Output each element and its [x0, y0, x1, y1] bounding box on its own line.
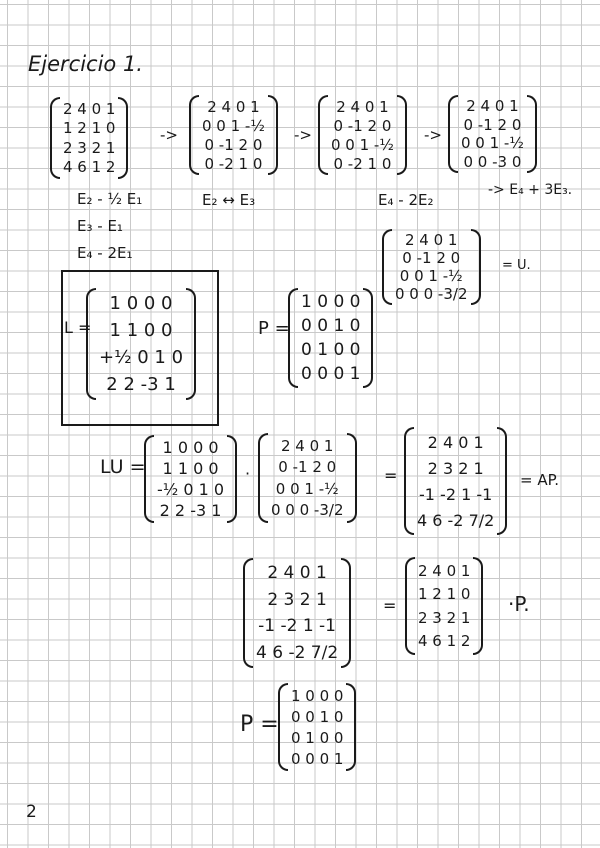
row-operation: E₄ - 2E₁ [77, 244, 133, 262]
matrix-row: 2 3 2 1 [427, 458, 484, 478]
row-operation: E₄ - 2E₂ [378, 191, 434, 209]
matrix-row: 4 6 1 2 [63, 158, 116, 177]
arrow: -> [294, 126, 312, 144]
matrix-row: -1 -2 1 -1 [419, 484, 493, 504]
matrix-step-3 [318, 95, 407, 175]
multiplication-dot: · [245, 464, 251, 483]
matrix-u [382, 229, 481, 305]
matrix-row: 0 0 0 -3/2 [271, 501, 344, 520]
matrix-row: 0 0 1 -½ [331, 135, 394, 154]
matrix-row: 2 3 2 1 [63, 138, 116, 157]
matrix-row: -1 -2 1 -1 [258, 616, 337, 637]
matrix-row: 0 -1 2 0 [204, 135, 263, 154]
matrix-row: 0 0 0 -3/2 [395, 285, 468, 303]
matrix-row: -½ 0 1 0 [157, 480, 225, 499]
p-suffix: ·P. [508, 592, 530, 616]
matrix-row: 1 2 1 0 [63, 119, 116, 138]
matrix-row: 2 3 2 1 [418, 608, 471, 627]
matrix-a [50, 97, 128, 179]
equals-sign: = [383, 596, 397, 615]
p-label: P = [258, 318, 290, 339]
matrix-row: 1 2 1 0 [418, 585, 471, 604]
p-label: P = [240, 712, 279, 737]
u-label: = U. [502, 258, 531, 273]
matrix-row: 4 6 -2 7/2 [417, 510, 495, 530]
matrix-row: 2 4 0 1 [466, 97, 519, 116]
matrix-row: 2 4 0 1 [336, 97, 389, 116]
matrix-row: 2 4 0 1 [267, 563, 327, 584]
arrow: -> [424, 126, 442, 144]
matrix-p-final [278, 683, 356, 771]
matrix-row: 2 2 -3 1 [106, 374, 176, 395]
page-number: 2 [26, 802, 37, 822]
matrix-row: 2 4 0 1 [405, 231, 458, 249]
matrix-row: 1 0 0 0 [291, 686, 344, 705]
matrix-l [86, 288, 196, 400]
matrix-row: 0 0 1 0 [301, 316, 361, 336]
matrix-lu-result [404, 427, 507, 535]
matrix-row: 0 0 -3 0 [463, 152, 522, 171]
matrix-row: 1 1 0 0 [109, 320, 173, 341]
matrix-row: 0 -2 1 0 [333, 154, 392, 173]
matrix-lu-u [258, 433, 357, 523]
lu-label: LU = [100, 456, 146, 478]
matrix-row: 0 0 0 1 [291, 749, 344, 768]
arrow: -> [160, 126, 178, 144]
matrix-p [288, 288, 373, 388]
matrix-row: 0 1 0 0 [291, 728, 344, 747]
matrix-row: 2 3 2 1 [267, 589, 327, 610]
matrix-row: 2 4 0 1 [418, 561, 471, 580]
matrix-row: 0 0 1 -½ [461, 134, 524, 153]
matrix-row: +½ 0 1 0 [99, 347, 184, 368]
matrix-row: 2 4 0 1 [207, 97, 260, 116]
row-operation: E₂ ↔ E₃ [202, 191, 256, 209]
matrix-row: 4 6 1 2 [418, 632, 471, 651]
matrix-row: 0 -1 2 0 [333, 116, 392, 135]
matrix-check-left [243, 558, 351, 668]
matrix-row: 0 0 1 -½ [202, 116, 265, 135]
equals-sign: = [384, 466, 398, 485]
matrix-row: 2 2 -3 1 [159, 501, 222, 520]
matrix-lu-l [144, 435, 237, 523]
matrix-step-4 [448, 95, 537, 173]
row-operation: E₃ - E₁ [77, 217, 123, 235]
matrix-row: 1 1 0 0 [162, 459, 219, 478]
matrix-row: 4 6 -2 7/2 [256, 642, 339, 663]
l-label: L = [64, 318, 92, 337]
matrix-row: 0 0 1 -½ [399, 267, 463, 285]
matrix-row: 1 0 0 0 [301, 292, 361, 312]
ap-label: = AP. [520, 471, 560, 489]
matrix-check-right [405, 557, 483, 655]
matrix-row: 0 -1 2 0 [402, 249, 461, 267]
matrix-row: 0 1 0 0 [301, 340, 361, 360]
matrix-row: 1 0 0 0 [162, 438, 219, 457]
matrix-step-2 [189, 95, 278, 175]
matrix-row: 0 0 1 0 [291, 707, 344, 726]
matrix-row: 0 -2 1 0 [204, 154, 263, 173]
row-operation: -> E₄ + 3E₃. [488, 182, 573, 198]
matrix-row: 2 4 0 1 [63, 99, 116, 118]
matrix-row: 2 4 0 1 [427, 432, 484, 452]
matrix-row: 0 0 1 -½ [275, 479, 339, 498]
matrix-row: 0 -1 2 0 [463, 115, 522, 134]
matrix-row: 2 4 0 1 [281, 436, 334, 455]
page-title: Ejercicio 1. [28, 52, 143, 76]
matrix-row: 1 0 0 0 [109, 293, 173, 314]
row-operation: E₂ - ½ E₁ [77, 190, 143, 208]
matrix-row: 0 0 0 1 [301, 364, 361, 384]
matrix-row: 0 -1 2 0 [278, 458, 337, 477]
